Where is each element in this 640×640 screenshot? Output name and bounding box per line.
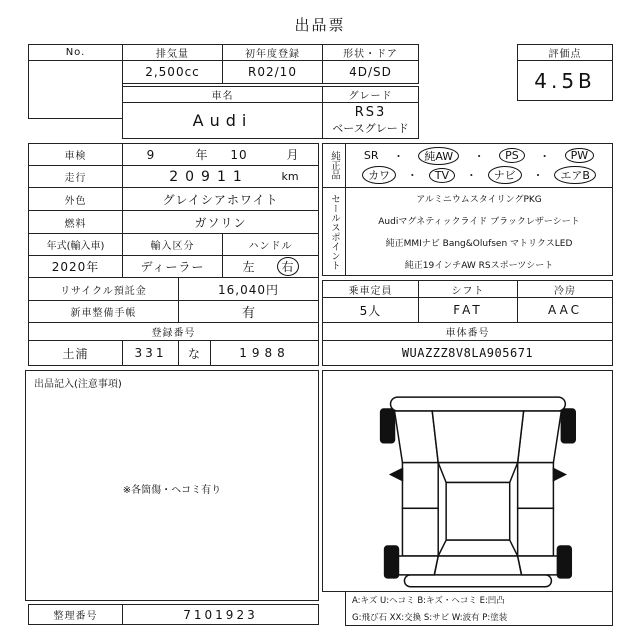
genuine-option: 純AW [418, 147, 459, 165]
inspection-month-unit: 月 [286, 148, 300, 162]
car-rear-window [438, 540, 517, 556]
shift-cell [418, 297, 518, 323]
score-cell [517, 60, 613, 101]
body-type-value: 4D/SD [349, 65, 392, 79]
inspection-month: 10 [230, 147, 248, 162]
genuine-row-1 [357, 147, 602, 165]
genuine-option: エアB [554, 166, 596, 184]
notes-label: 出品記入(注意事項) [34, 379, 122, 390]
sales-point-line: Audiマグネティックライド ブラックレザーシート [378, 217, 580, 228]
displacement-value: 2,500cc [145, 65, 200, 79]
recycle-label: リサイクル預託金 [60, 285, 147, 297]
genuine-option: TV [429, 168, 455, 183]
body-type-header [322, 44, 419, 61]
registration-label: 登録番号 [151, 328, 196, 339]
fuel-value-cell [122, 210, 319, 234]
handle-cell [222, 255, 319, 278]
genuine-separator: ・ [473, 149, 485, 163]
fuel-value: ガソリン [194, 215, 247, 230]
vin-cell [322, 340, 613, 366]
sales-point-line: 純正MMIナビ Bang&Olufsen マトリクスLED [385, 238, 573, 249]
first-registration-value: R02/10 [248, 65, 297, 79]
genuine-option: SR [363, 149, 379, 163]
model-year-header [28, 233, 123, 256]
car-front-bumper [391, 397, 566, 411]
registration-class-cell [122, 340, 179, 366]
car-name-cell [122, 102, 323, 139]
handle-header [222, 233, 319, 256]
car-rear-bumper [404, 575, 551, 587]
registration-header [28, 322, 319, 341]
color-value: グレイシアホワイト [162, 192, 279, 207]
genuine-label-cell [322, 143, 346, 188]
handle-label: ハンドル [248, 241, 293, 252]
inspection-label-cell [28, 143, 123, 166]
car-rear-quarter-left [398, 556, 438, 575]
displacement-label: 排気量 [156, 49, 189, 60]
score-value: 4.5B [534, 68, 596, 93]
maintenance-book-value: 有 [241, 306, 255, 321]
first-registration-label: 初年度登録 [245, 49, 300, 60]
genuine-row-2 [357, 166, 602, 184]
grade-line2: ベースグレード [332, 122, 409, 135]
body-type-label: 形状・ドア [343, 49, 398, 60]
car-wheel-front-right [561, 409, 575, 443]
aircon-cell [517, 297, 613, 323]
car-mirror-right [553, 469, 565, 481]
aircon-value: AAC [548, 303, 582, 317]
car-rear-quarter-right [518, 556, 558, 575]
registration-number-cell [210, 340, 319, 366]
serial-value: 7101923 [183, 607, 258, 622]
color-value-cell [122, 187, 319, 211]
car-name-value: Audi [192, 111, 253, 130]
car-mirror-left [391, 469, 403, 481]
recycle-value: 16,040円 [218, 282, 279, 297]
grade-cell [322, 102, 419, 139]
mileage-label: 走行 [64, 173, 87, 184]
car-door-rear-right [518, 508, 554, 556]
model-year-cell [28, 255, 123, 278]
inspection-year-unit: 年 [195, 148, 209, 162]
maintenance-book-label-cell [28, 300, 179, 323]
sheet-title: 出品票 [294, 16, 346, 34]
vin-value: WUAZZZ8V8LA905671 [401, 346, 534, 360]
first-registration-cell [222, 60, 323, 84]
grade-label: グレード [348, 91, 393, 102]
genuine-separator: ・ [465, 169, 477, 183]
grade-line1: RS3 [354, 105, 387, 120]
capacity-label: 乗車定員 [348, 285, 393, 297]
serial-label: 整理番号 [53, 611, 98, 622]
no-header [28, 44, 123, 61]
import-type-label: 輸入区分 [150, 241, 195, 252]
sales-point-line: 純正19インチAW RSスポーツシート [404, 260, 554, 271]
model-year-value: 2020年 [51, 260, 100, 274]
vin-header [322, 322, 613, 341]
sales-points-label-cell [322, 187, 346, 276]
genuine-option: PS [499, 148, 525, 163]
maintenance-book-label: 新車整備手帳 [70, 308, 137, 319]
sales-point-line: アルミニウムスタイリングPKG [416, 195, 542, 206]
registration-area: 土浦 [62, 346, 89, 361]
genuine-option: カワ [362, 166, 396, 184]
registration-kana: な [187, 346, 201, 361]
genuine-separator: ・ [539, 149, 551, 163]
shift-label: シフト [451, 285, 485, 297]
car-door-front-right [518, 463, 554, 509]
mileage-label-cell [28, 165, 123, 188]
capacity-value: 5人 [359, 303, 382, 318]
inspection-value-cell [122, 143, 319, 166]
car-front-fender-left [395, 411, 439, 463]
serial-value-cell [122, 604, 319, 625]
legend-line-2: G:飛び石 XX:交換 S:サビ W:波有 P:塗装 [352, 612, 508, 623]
registration-class: 331 [134, 346, 167, 360]
shift-value: FAT [453, 303, 483, 317]
score-label: 評価点 [548, 49, 582, 60]
aircon-label: 冷房 [554, 285, 576, 297]
maintenance-book-value-cell [178, 300, 319, 323]
car-door-rear-left [402, 508, 438, 556]
displacement-cell [122, 60, 223, 84]
genuine-option: ナビ [488, 166, 522, 184]
aircon-header [517, 280, 613, 298]
body-type-cell [322, 60, 419, 84]
car-diagram-box [322, 370, 613, 592]
genuine-separator: ・ [532, 169, 544, 183]
notes-text: ※各箇傷・ヘコミ有り [122, 485, 222, 496]
legend-line-1: A:キズ U:ヘコミ B:キズ・ヘコミ E:凹凸 [352, 596, 505, 607]
car-trunk [434, 556, 521, 576]
car-name-header [122, 86, 323, 103]
car-hood [432, 411, 523, 463]
car-wheel-rear-right [557, 546, 571, 578]
model-year-label: 年式(輸入車) [46, 241, 105, 252]
score-header [517, 44, 613, 61]
import-type-value: ディーラー [140, 260, 205, 274]
notes-box [25, 370, 319, 601]
recycle-label-cell [28, 277, 179, 301]
car-windshield [438, 463, 517, 483]
no-value-cell [28, 60, 123, 119]
mileage-value-cell [122, 165, 319, 188]
mileage-value: 20911 [169, 168, 249, 185]
handle-left-option: 左 [242, 260, 256, 274]
car-diagram [323, 371, 612, 591]
damage-legend [345, 591, 613, 626]
fuel-label: 燃料 [64, 218, 87, 230]
genuine-separator: ・ [392, 149, 404, 163]
vin-label: 車体番号 [445, 328, 490, 339]
registration-number: 1988 [239, 346, 290, 360]
import-type-header [122, 233, 223, 256]
mileage-unit: km [281, 170, 299, 183]
car-roof [446, 482, 510, 540]
serial-label-cell [28, 604, 123, 625]
color-label: 外色 [64, 195, 87, 207]
car-wheel-rear-left [385, 546, 399, 578]
genuine-option: PW [565, 148, 595, 163]
fuel-label-cell [28, 210, 123, 234]
inspection-label: 車検 [64, 151, 87, 162]
grade-header [322, 86, 419, 103]
recycle-value-cell [178, 277, 319, 301]
sales-points-label: セールスポイント [329, 193, 340, 270]
car-name-label: 車名 [211, 91, 234, 102]
car-front-fender-right [518, 411, 562, 463]
color-label-cell [28, 187, 123, 211]
handle-right-option: 右 [277, 257, 299, 276]
capacity-header [322, 280, 419, 298]
registration-kana-cell [178, 340, 211, 366]
shift-header [418, 280, 518, 298]
inspection-year: 9 [146, 147, 156, 162]
sales-points-list [345, 187, 613, 276]
genuine-options [345, 143, 613, 188]
registration-area-cell [28, 340, 123, 366]
genuine-separator: ・ [406, 169, 418, 183]
no-label: No. [65, 47, 86, 58]
import-type-cell [122, 255, 223, 278]
genuine-label: 純正品 [329, 151, 340, 180]
displacement-header [122, 44, 223, 61]
first-registration-header [222, 44, 323, 61]
car-wheel-front-left [381, 409, 395, 443]
capacity-cell [322, 297, 419, 323]
car-door-front-left [402, 463, 438, 509]
